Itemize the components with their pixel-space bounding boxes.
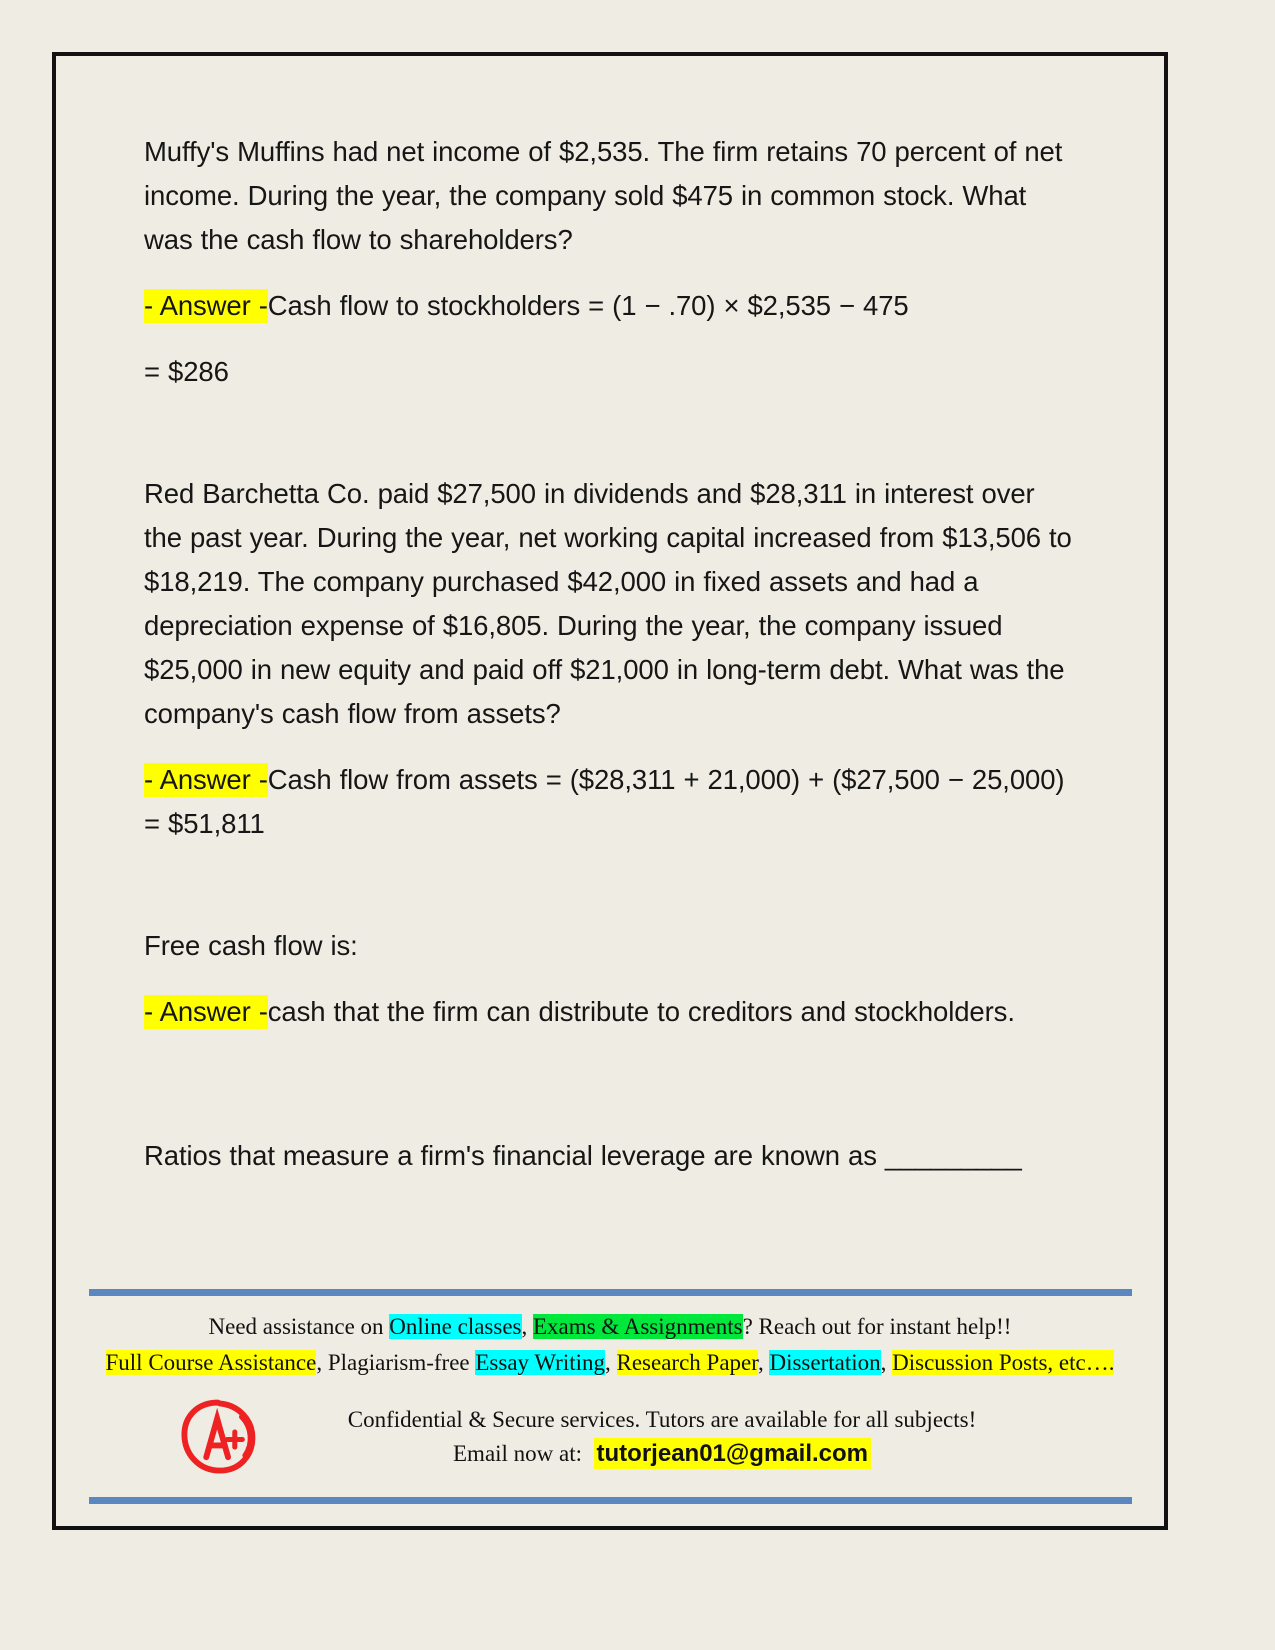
question-block-1 xyxy=(144,130,1074,394)
promo-tagline: Confidential & Secure services. Tutors are available for all subjects! xyxy=(347,1407,977,1432)
answer-line-3 xyxy=(144,990,1074,1034)
answer-result-1: = $286 xyxy=(144,356,229,387)
question-prompt-1: Muffy's Muffins had net income of $2,535. The firm retains 70 percent of net income. During the year, the company sold $475 in common stock. What was the cash flow to shareholders? xyxy=(144,136,1063,255)
promo-l2-seg2: , Plagiarism-free xyxy=(316,1350,476,1375)
promo-line-2 xyxy=(56,1346,1164,1379)
promo-text-block xyxy=(56,1296,1164,1479)
promo-l2-seg8: , xyxy=(880,1350,893,1375)
question-prompt-3: Free cash flow is: xyxy=(144,930,358,961)
promo-line-1 xyxy=(56,1310,1164,1343)
spacer-3b xyxy=(144,1112,1074,1134)
promo-bottom-row xyxy=(56,1395,1164,1479)
promo-l1-seg5: ? Reach out for instant help!! xyxy=(742,1314,1012,1339)
spacer-2 xyxy=(144,868,1074,924)
promo-l2-seg6: , xyxy=(757,1350,770,1375)
question-block-3 xyxy=(144,924,1074,1034)
spacer-3 xyxy=(144,1056,1074,1112)
promo-l1-exams-assignments: Exams & Assignments xyxy=(533,1314,743,1339)
promo-l2-essay-writing: Essay Writing xyxy=(475,1350,605,1375)
answer-marker-3: - Answer - xyxy=(144,996,268,1027)
document-body xyxy=(144,130,1074,1200)
answer-line-2 xyxy=(144,758,1074,846)
promo-email-line xyxy=(260,1437,1064,1471)
promo-l1-seg1: Need assistance on xyxy=(208,1314,390,1339)
question-prompt-4: Ratios that measure a firm's financial leverage are known as _________ xyxy=(144,1140,1022,1171)
promo-l2-dissertation: Dissertation xyxy=(769,1350,881,1375)
answer-text-2: Cash flow from assets = ($28,311 + 21,000) + ($27,500 − 25,000) = $51,811 xyxy=(144,764,1065,839)
question-block-4 xyxy=(144,1134,1074,1178)
answer-marker-2: - Answer - xyxy=(144,764,268,795)
answer-line-1 xyxy=(144,284,1074,328)
email-label: Email now at: xyxy=(453,1441,583,1466)
promo-l2-full-course: Full Course Assistance xyxy=(105,1350,317,1375)
question-block-2 xyxy=(144,472,1074,846)
answer-marker-1: - Answer - xyxy=(144,290,268,321)
divider-top xyxy=(89,1289,1132,1296)
email-address[interactable]: tutorjean01@gmail.com xyxy=(594,1438,871,1469)
promo-l2-research-paper: Research Paper xyxy=(616,1350,758,1375)
promo-l1-online-classes: Online classes xyxy=(389,1314,522,1339)
promo-l1-seg3: , xyxy=(521,1314,533,1339)
question-prompt-2: Red Barchetta Co. paid $27,500 in dividends and $28,311 in interest over the past year. During the year, net working capital increased from $13,506 to $18,219. The company purchased $42,000 in fixed assets and had a depreciation expense of $16,805. During the year, the company issued $25,000 in new equity and paid off $21,000 in long-term debt. What was the company's cash flow from assets? xyxy=(144,478,1072,729)
promo-footer xyxy=(56,1289,1164,1526)
a-plus-grade-icon xyxy=(176,1395,260,1479)
document-page xyxy=(52,52,1168,1530)
promo-l2-seg4: , xyxy=(605,1350,617,1375)
promo-contact-block xyxy=(260,1403,1164,1471)
answer-text-1: Cash flow to stockholders = (1 − .70) × $2,535 − 475 xyxy=(267,290,909,321)
spacer-1 xyxy=(144,416,1074,472)
divider-bottom xyxy=(89,1497,1132,1504)
promo-l2-discussion-posts: Discussion Posts, etc…. xyxy=(892,1350,1115,1375)
answer-text-3: cash that the firm can distribute to creditors and stockholders. xyxy=(267,996,1015,1027)
